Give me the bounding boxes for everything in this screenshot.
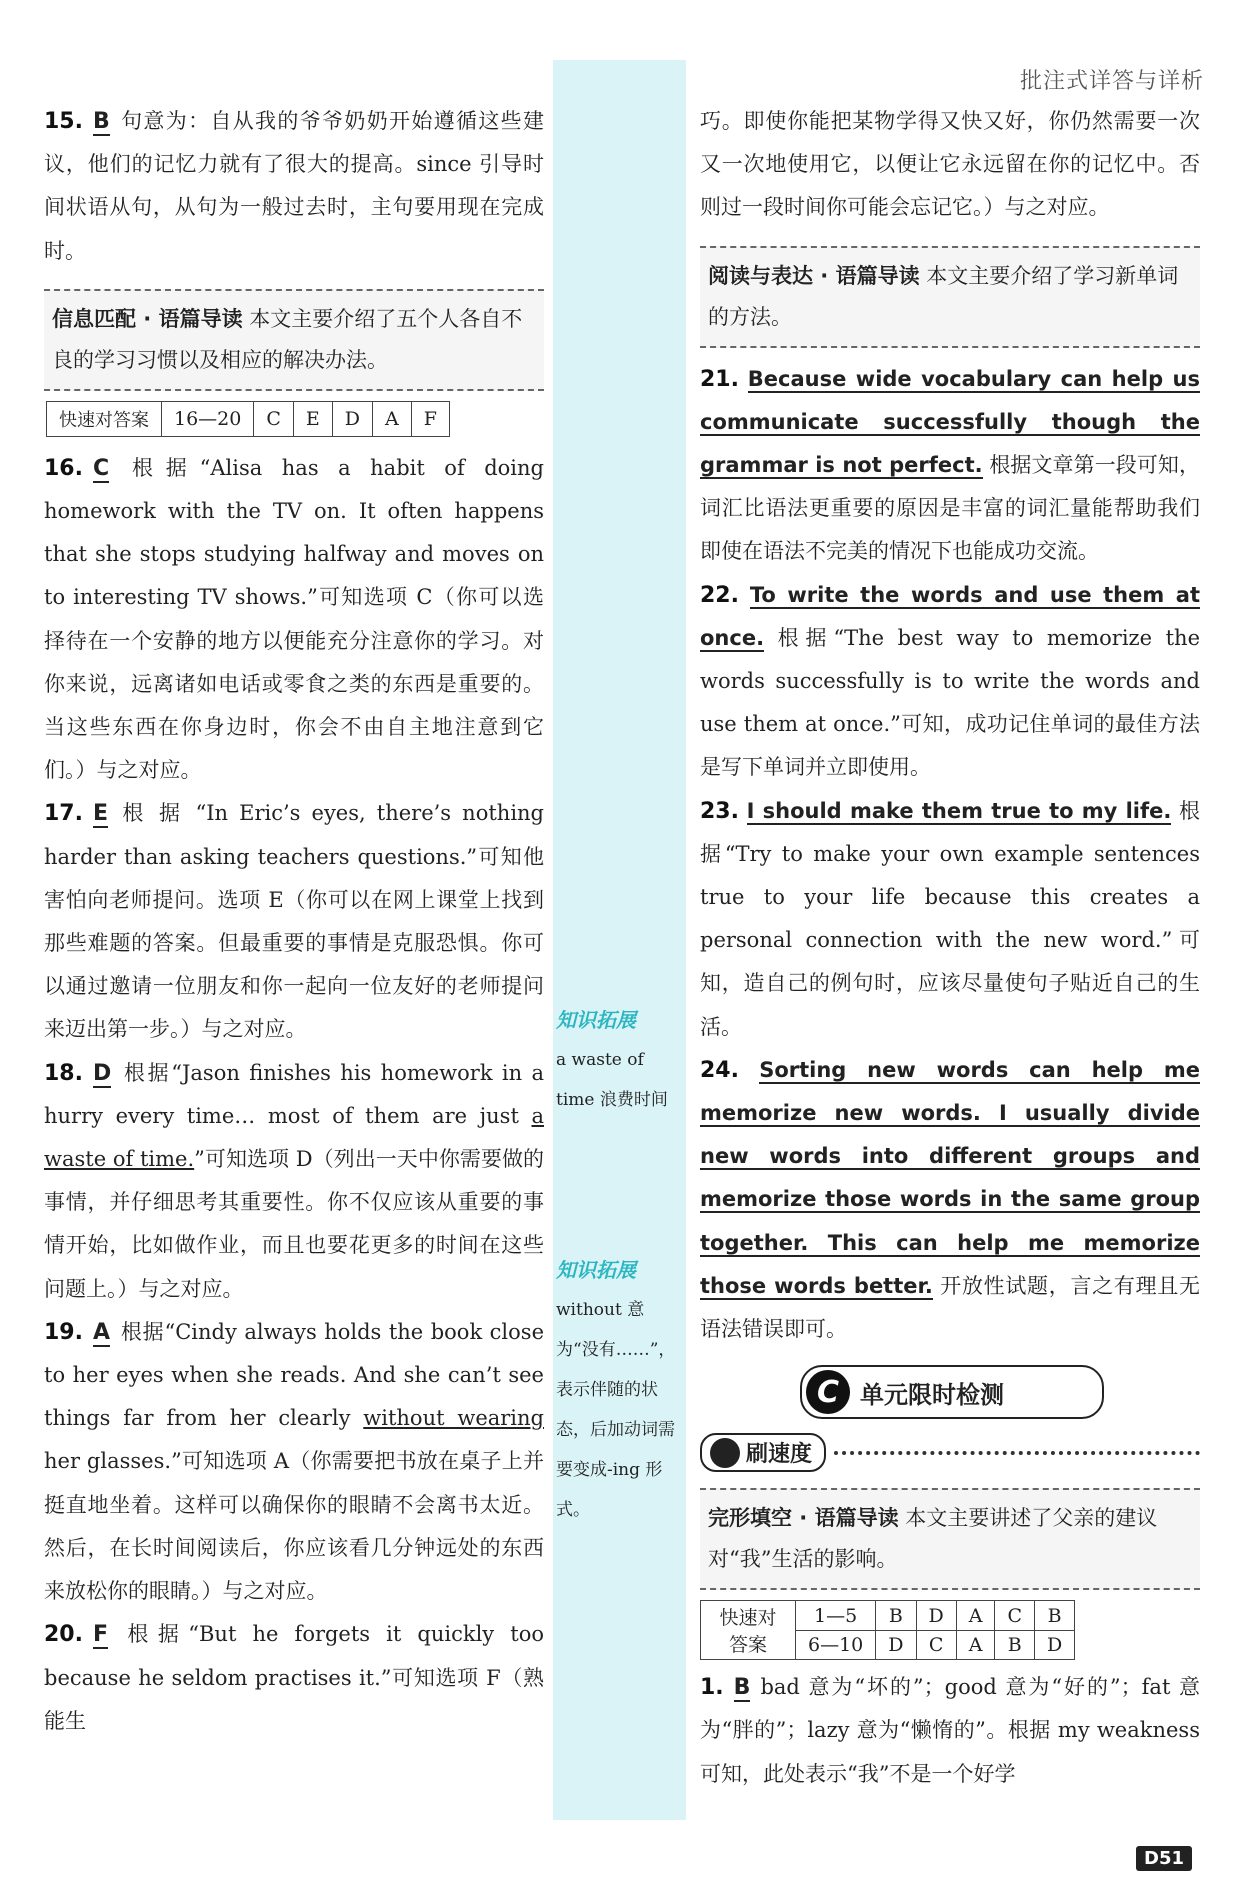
margin-note-without [556, 1250, 686, 1530]
answer-cell: A [956, 1601, 995, 1631]
section-title: 阅读与表达 · 语篇导读 [708, 263, 920, 288]
explanation: 开放性试题，言之有理且无语法错误即可。 [700, 1273, 1200, 1342]
c-badge-icon: C [806, 1370, 850, 1414]
answer-letter: F [92, 1622, 109, 1648]
speed-icon [710, 1438, 740, 1468]
explanation: bad 意为“坏的”；good 意为“好的”；fat 意为“胖的”；lazy 意为“懒惰的”。根据 my weakness 可知，此处表示“我”不是一个好学 [700, 1675, 1200, 1786]
unit-test-banner [800, 1365, 1104, 1419]
margin-note-waste-of-time [556, 1000, 686, 1120]
answer-cell: D [916, 1601, 956, 1631]
question-number: 15. [44, 109, 83, 134]
answer-sentence: To write the words and use them at once. [700, 582, 1200, 650]
page-number: D51 [1136, 1846, 1192, 1871]
section-text: 本文主要讲述了父亲的建议对“我”生活的影响。 [708, 1506, 1158, 1572]
range: 16—20 [162, 401, 254, 436]
answer-23 [700, 790, 1200, 1049]
answer-cell: A [373, 401, 412, 436]
section-title: 完形填空 · 语篇导读 [708, 1506, 899, 1531]
question-number: 22. [700, 582, 739, 608]
answer-21 [700, 358, 1200, 574]
answer-cell: D [876, 1630, 916, 1660]
explanation: 根 据 “In Eric’s eyes, there’s nothing harder than asking teachers questions.”可知他害怕向老师提问。选项 E（你可以在网上课堂上找到那些难题的答案。但最重要的事情是克服恐惧。你可以通过邀请一位朋友和你一起向一位友好的老师提问来迈出第一步。）与之对应。 [44, 801, 544, 1042]
quick-answer-table-2 [700, 1600, 1075, 1660]
explanation-b: her glasses.”可知选项 A（你需要把书放在桌子上并挺直地坐着。这样可以确保你的眼睛不会离书太近。然后，在长时间阅读后，你应该看几分钟远处的东西来放松你的眼睛。）与之对应。 [44, 1449, 544, 1604]
answer-cell: D [332, 401, 372, 436]
explanation: 根据“The best way to memorize the words successfully is to write the words and use them at once.”可知，成功记住单词的最佳方法是写下单词并立即使用。 [700, 625, 1200, 780]
answer-cell: F [411, 401, 449, 436]
explanation: 根据“Try to make your own example sentences true to your life because this creates a personal connection with the new word.”可知，造自己的例句时，应该尽量使句子贴近自己的生活。 [700, 798, 1200, 1039]
explanation: 根据“But he forgets it quickly too because he seldom practises it.”可知选项 F（熟能生 [44, 1622, 544, 1733]
answer-letter: E [92, 801, 109, 827]
explanation-underlined: without wearing [363, 1406, 544, 1431]
answer-1 [700, 1666, 1200, 1796]
question-number: 16. [44, 455, 83, 481]
explanation-a: 根据“Jason finishes his homework in a hurry every time… most of them are just [44, 1060, 544, 1128]
answer-sentence: Because wide vocabulary can help us communicate successfully though the grammar is not perfect. [700, 366, 1200, 478]
answer-cell: B [1035, 1601, 1075, 1631]
answer-16 [44, 447, 544, 793]
range: 6—10 [796, 1630, 876, 1660]
answer-sentence: Sorting new words can help me memorize new words. I usually divide new words into different groups and memorize those words in the same group together. This can help me memorize those words better. [700, 1057, 1200, 1298]
note-title: 知识拓展 [556, 1008, 636, 1032]
range: 1—5 [796, 1601, 876, 1631]
note-text: without 意为“没有……”，表示伴随的状态，后加动词需要变成-ing 形式。 [556, 1300, 676, 1520]
answer-cell: C [254, 401, 294, 436]
section-text: 本文主要介绍了学习新单词的方法。 [708, 263, 1179, 329]
question-number: 21. [700, 366, 739, 392]
speed-label [700, 1433, 826, 1472]
right-column [700, 100, 1200, 1796]
explanation-a: 根据“Cindy always holds the book close to her eyes when she reads. And she can’t see things far from her clearly [44, 1319, 544, 1431]
margin-strip [553, 60, 686, 1820]
unit-test-title: 单元限时检测 [860, 1379, 1004, 1409]
quick-answer-label: 快速对答案 [701, 1601, 796, 1660]
explanation-underlined: a waste of time. [44, 1103, 544, 1172]
answer-15 [44, 100, 544, 273]
answer-letter: D [92, 1060, 112, 1086]
explanation: 根据文章第一段可知，词汇比语法更重要的原因是丰富的词汇量能帮助我们即使在语法不完美的情况下也能成功交流。 [700, 453, 1200, 564]
left-column [44, 100, 544, 1743]
section-intro [700, 246, 1200, 348]
explanation: 句意为：自从我的爷爷奶奶开始遵循这些建议，他们的记忆力就有了很大的提高。since 引导时间状语从句，从句为一般过去时，主句要用现在完成时。 [44, 109, 544, 263]
section-text: 本文主要介绍了五个人各自不良的学习习惯以及相应的解决办法。 [52, 306, 523, 372]
question-number: 17. [44, 801, 83, 827]
section-intro-cloze [700, 1488, 1200, 1590]
answer-22 [700, 574, 1200, 790]
answer-cell: B [995, 1630, 1035, 1660]
dotted-divider [834, 1451, 1200, 1455]
answer-letter: B [92, 109, 110, 134]
explanation: 根据“Alisa has a habit of doing homework with the TV on. It often happens that she stops studying halfway and moves on to interesting TV shows.”可知选项 C（你可以选择待在一个安静的地方以便能充分注意你的学习。对你来说，远离诸如电话或零食之类的东西是重要的。当这些东西在你身边时，你会不由自主地注意到它们。）与之对应。 [44, 455, 544, 783]
answer-cell: B [876, 1601, 916, 1631]
page-header: 批注式详答与详析 [1019, 69, 1204, 94]
speed-section-header [700, 1433, 1200, 1472]
question-number: 1. [700, 1675, 724, 1701]
answer-letter: C [92, 455, 110, 481]
answer-17 [44, 792, 544, 1051]
answer-cell: E [293, 401, 332, 436]
answer-cell: A [956, 1630, 995, 1660]
answer-cell: C [995, 1601, 1035, 1631]
answer-letter: B [733, 1675, 751, 1701]
section-title: 信息匹配 · 语篇导读 [52, 306, 243, 331]
question-number: 18. [44, 1060, 83, 1086]
answer-cell: D [1035, 1630, 1075, 1660]
continued-text: 巧。即使你能把某物学得又快又好，你仍然需要一次又一次地使用它，以便让它永远留在你的记忆中。否则过一段时间你可能会忘记它。）与之对应。 [700, 109, 1200, 220]
quick-answer-table [46, 401, 450, 437]
answer-sentence: I should make them true to my life. [746, 798, 1172, 823]
explanation-b: ”可知选项 D（列出一天中你需要做的事情，并仔细思考其重要性。你不仅应该从重要的事情开始，比如做作业，而且也要花更多的时间在这些问题上。）与之对应。 [44, 1147, 545, 1301]
section-intro [44, 289, 544, 391]
answer-letter: A [92, 1319, 111, 1345]
note-text: a waste of time 浪费时间 [556, 1050, 668, 1110]
answer-24 [700, 1049, 1200, 1351]
answer-18 [44, 1052, 544, 1311]
answer-19 [44, 1311, 544, 1613]
question-number: 23. [700, 798, 739, 824]
question-number: 20. [44, 1622, 83, 1648]
speed-label-text: 刷速度 [746, 1441, 813, 1468]
note-title: 知识拓展 [556, 1258, 636, 1282]
answer-20 [44, 1613, 544, 1743]
quick-answer-label: 快速对答案 [47, 401, 162, 436]
question-number: 19. [44, 1319, 83, 1345]
question-number: 24. [700, 1057, 739, 1083]
answer-cell: C [916, 1630, 956, 1660]
